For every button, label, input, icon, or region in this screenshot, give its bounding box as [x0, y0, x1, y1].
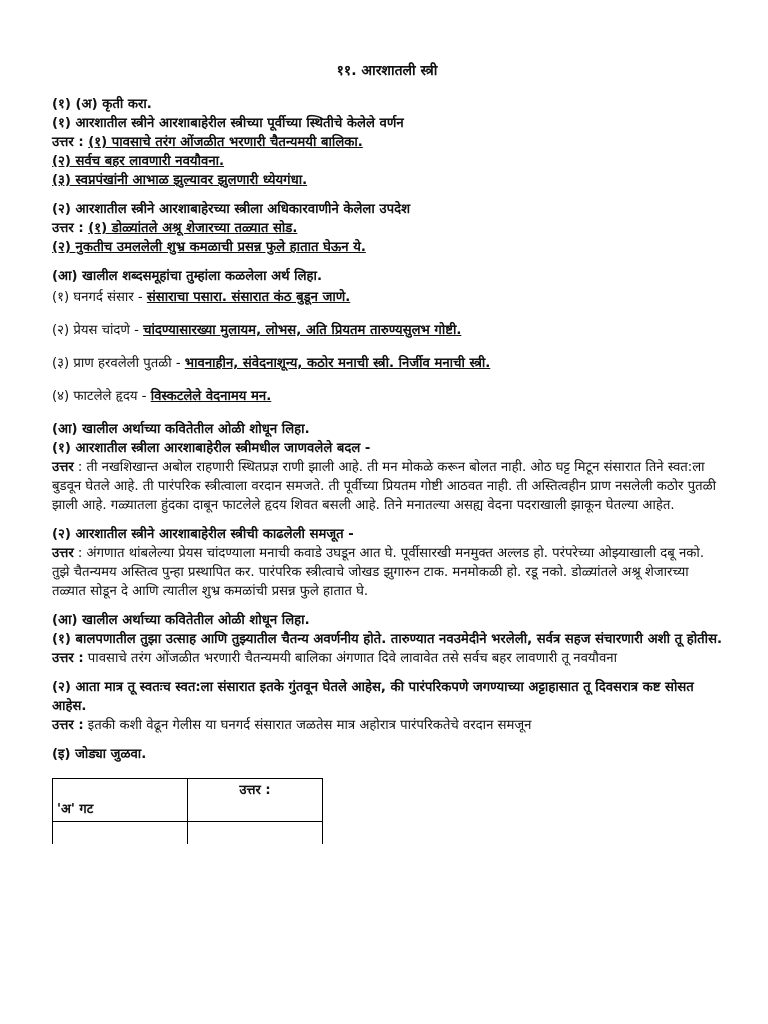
answer-paragraph: [52, 716, 722, 735]
question-2: (२) आरशातील स्त्रीने आरशाबाहेरील स्त्रीची काढलेली समजूत -: [52, 527, 354, 542]
table-row: [53, 822, 323, 845]
table-cell: [53, 822, 188, 845]
answer-block-1: [52, 133, 722, 152]
meaning: चांदण्यासारख्या मुलायम, लोभस, अति प्रियतम तारुण्यसुलभ गोष्टी.: [143, 323, 462, 338]
document-title: ११. आरशातली स्त्री: [336, 63, 438, 79]
answer-paragraph: [52, 458, 722, 515]
meaning-item: [52, 288, 722, 307]
section-meanings: [52, 267, 722, 406]
question-1: (१) आरशातील स्त्रीने आरशाबाहेरील स्त्रीच्या पूर्वीच्या स्थितीचे केलेले वर्णन: [52, 116, 404, 131]
section-kruti: [52, 95, 722, 257]
section-find-lines-2: [52, 611, 722, 735]
answer-line: (३) स्वप्नपंखांनी आभाळ झुल्यावर झुलणारी ध्येयगंधा.: [52, 173, 308, 188]
answer-text: : ती नखशिखान्त अबोल राहणारी स्थितप्रज्ञ राणी झाली आहे. ती मन मोकळे करून बोलत नाही. ओठ घट्ट मिटून संसारात तिने स्वत:ला बुडवून घेतले आहे. ती पारंपरिक स्त्रीत्वाला वरदान समजते. ती पूर्वीच्या प्रियतम गोष्टी आठवत नाही. ती अस्तित्वहीन प्राण नसलेली कठोर पुतळी झाली आहे. गळ्यातला हुंदका दाबून फाटलेले हृदय शिवत बसली आहे. तिने मनातल्या असह्य वेदना पदराखाली झाकून घेतल्या आहेत.: [52, 460, 717, 513]
answer-label: उत्तर: [52, 546, 74, 561]
answer-line: (१) डोळ्यांतले अश्रू शेजारच्या तळ्यात सोड.: [88, 221, 298, 236]
term: (२) प्रेयस चांदणे -: [52, 323, 144, 338]
meaning-item: [52, 321, 722, 340]
column-header-a: 'अ' गट: [53, 779, 188, 822]
answer-paragraph: [52, 544, 722, 601]
question-2: (२) आता मात्र तू स्वतःच स्वत:ला संसारात इतके गुंतवून घेतले आहेस, की पारंपरिकपणे जगण्याच्या अट्टाहासात तू दिवसरात्र कष्ट सोसत आहेस.: [52, 680, 694, 714]
section-heading: (इ) जोड्या जुळवा.: [52, 747, 147, 762]
meaning: विस्कटलेले वेदनामय मन.: [150, 389, 272, 404]
question-1: (१) बालपणातील तुझा उत्साह आणि तुझ्यातील चैतन्य अवर्णनीय होते. तारुण्यात नवउमेदीने भरलेली, सर्वत्र सहज संचारणारी अशी तू होतीस.: [52, 632, 723, 647]
section-find-lines-1: [52, 420, 722, 601]
term: (३) प्राण हरवलेली पुतळी -: [52, 356, 185, 371]
table-header-row: [53, 779, 323, 822]
answer-label: उत्तर: [52, 460, 74, 475]
term: (१) घनगर्द संसार -: [52, 290, 147, 305]
answer-block-2: [52, 219, 722, 238]
term: (४) फाटलेले हृदय -: [52, 389, 151, 404]
answer-label: उत्तर :: [52, 651, 84, 666]
answer-text: पावसाचे तरंग ओंजळीत भरणारी चैतन्यमयी बालिका अंगणात दिवे लावावेत तसे सर्वच बहर लावणारी तू नवयौवना: [83, 651, 618, 666]
section-heading: (१) (अ) कृती करा.: [52, 97, 152, 112]
meaning: भावनाहीन, संवेदनाशून्य, कठोर मनाची स्त्री. निर्जीव मनाची स्त्री.: [184, 356, 491, 371]
section-match-pairs: [52, 745, 722, 844]
answer-label: उत्तर :: [52, 718, 84, 733]
answer-text: : अंगणात थांबलेल्या प्रेयस चांदण्याला मनाची कवाडे उघडून आत घे. पूर्वीसारखी मनमुक्त अल्लड हो. परंपरेच्या ओझ्याखाली दबू नको. तुझे चैतन्यमय अस्तित्व पुन्हा प्रस्थापित कर. पारंपरिक स्त्रीत्वाचे जोखड झुगारुन टाक. मनमोकळी हो. रडू नको. डोळ्यांतले अश्रू शेजारच्या तळ्यात सोडून दे आणि त्यातील शुभ्र कमळांची प्रसन्न फुले हातात घे.: [52, 546, 705, 599]
answer-text: इतकी कशी वेढून गेलीस या घनगर्द संसारात जळतेस मात्र अहोरात्र पारंपरिकतेचे वरदान समजून: [83, 718, 532, 733]
answer-line: (२) नुकतीच उमललेली शुभ्र कमळाची प्रसन्न फुले हातात घेऊन ये.: [52, 240, 366, 255]
table-cell: [188, 822, 323, 845]
meaning-item: [52, 387, 722, 406]
section-heading: (आ) खालील अर्थाच्या कवितेतील ओळी शोधून लिहा.: [52, 422, 310, 437]
document-page: [52, 62, 722, 844]
match-table: [52, 778, 323, 844]
answer-line: (२) सर्वच बहर लावणारी नवयौवना.: [52, 154, 225, 169]
answer-label: उत्तर :: [52, 135, 84, 150]
meaning: संसाराचा पसारा. संसारात कंठ बुडून जाणे.: [146, 290, 351, 305]
answer-line: (१) पावसाचे तरंग ओंजळीत भरणारी चैतन्यमयी बालिका.: [88, 135, 363, 150]
answer-label: उत्तर :: [52, 221, 84, 236]
section-heading: (आ) खालील शब्दसमूहांचा तुम्हांला कळलेला अर्थ लिहा.: [52, 269, 322, 284]
section-heading: (आ) खालील अर्थाच्या कवितेतील ओळी शोधून लिहा.: [52, 613, 310, 628]
question-1: (१) आरशातील स्त्रीला आरशाबाहेरील स्त्रीमधील जाणवलेले बदल -: [52, 441, 371, 456]
question-2: (२) आरशातील स्त्रीने आरशाबाहेरच्या स्त्रीला अधिकारवाणीने केलेला उपदेश: [52, 202, 411, 217]
column-header-b: उत्तर :: [188, 779, 323, 822]
meaning-item: [52, 354, 722, 373]
answer-paragraph: [52, 649, 722, 668]
